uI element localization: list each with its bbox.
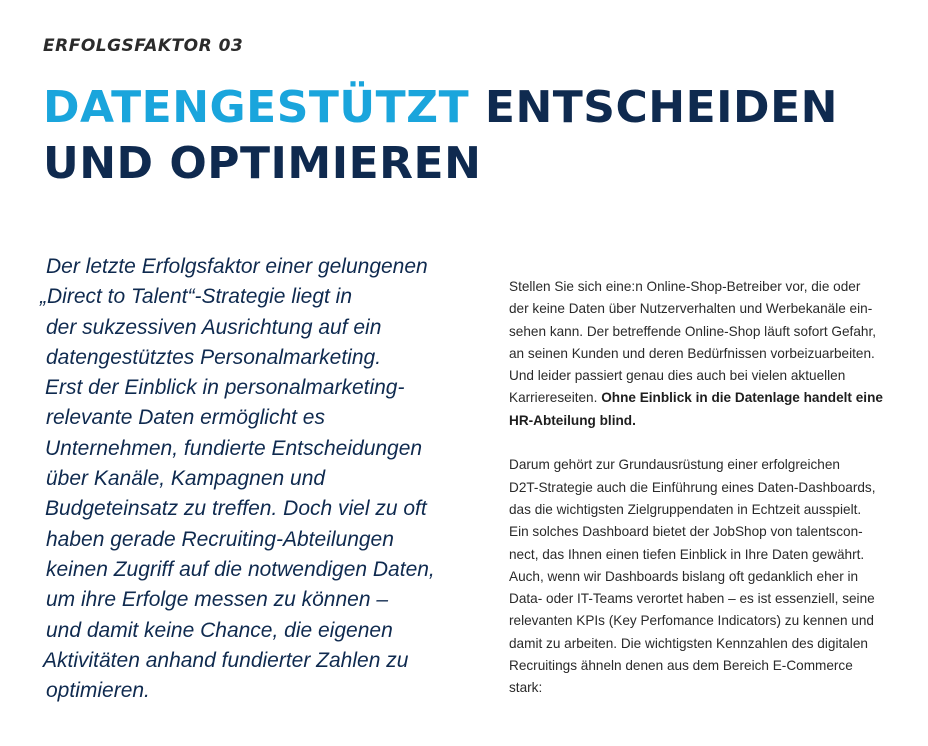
lead-line: über Kanäle, Kampagnen und (46, 467, 326, 491)
body-line (509, 387, 924, 409)
body-line: damit zu arbeiten. Die wichtigsten Kennzahlen des digitalen (509, 635, 868, 651)
lead-line: um ihre Erfolge messen zu können – (46, 588, 389, 612)
body-line: Und leider passiert genau dies auch bei vielen aktuellen (509, 368, 846, 384)
lead-paragraph (40, 252, 485, 706)
lead-line: Budgeteinsatz zu treffen. Doch viel zu oft (45, 497, 427, 521)
lead-line: datengestütztes Personalmarketing. (46, 345, 382, 369)
body-line: Ein solches Dashboard bietet der JobShop von talentscon- (509, 524, 863, 540)
body-emphasis: Ohne Einblick in die Datenlage handelt eine (601, 390, 883, 406)
lead-line: Aktivitäten anhand fundierter Zahlen zu (43, 648, 409, 672)
body-line: Stellen Sie sich eine:n Online-Shop-Betreiber vor, die oder (509, 279, 861, 294)
lead-line: Unternehmen, fundierte Entscheidungen (45, 436, 423, 460)
body-line: Darum gehört zur Grundausrüstung einer erfolgreichen (509, 457, 840, 473)
body-line: an seinen Kunden und deren Bedürfnissen vorbeizuarbeiten. (509, 345, 875, 361)
body-line: nect, das Ihnen einen tiefen Einblick in Ihre Daten gewährt. (509, 546, 865, 562)
lead-line: Der letzte Erfolgsfaktor einer gelungenen (46, 255, 428, 278)
title-line-2: UND OPTIMIEREN (43, 138, 482, 189)
body-line: Data- oder IT-Teams verortet haben – es ist essenziell, seine (509, 591, 875, 607)
lead-line: und damit keine Chance, die eigenen (46, 618, 393, 642)
lead-line: haben gerade Recruiting-Abteilungen (46, 527, 394, 551)
body-line: Auch, wenn wir Dashboards bislang oft gedanklich eher in (509, 568, 859, 584)
lead-line: keinen Zugriff auf die notwendigen Daten, (46, 557, 435, 581)
body-line: stark: (509, 680, 543, 696)
title-rest-line-1: ENTSCHEIDEN (469, 82, 838, 133)
lead-line: „Direct to Talent“-Strategie liegt in (40, 285, 353, 309)
lead-line: relevante Daten ermöglicht es (46, 406, 325, 430)
body-line: der keine Daten über Nutzerverhalten und Werbekanäle ein- (509, 301, 873, 317)
title-line-1 (43, 80, 838, 136)
body-line: das die wichtigsten Zielgruppendaten in Echtzeit ausspielt. (509, 501, 862, 517)
lead-line: optimieren. (46, 679, 150, 703)
body-paragraph-1 (509, 276, 924, 432)
body-line: D2T-Strategie auch die Einführung eines Daten-Dashboards, (509, 479, 876, 495)
body-line: relevanten KPIs (Key Perfomance Indicators) zu kennen und (509, 613, 874, 629)
body-line: Recruitings ähneln denen aus dem Bereich E-Commerce (509, 658, 853, 674)
section-kicker: ERFOLGSFAKTOR 03 (43, 36, 244, 56)
body-line: sehen kann. Der betreffende Online-Shop läuft sofort Gefahr, (509, 323, 877, 339)
body-text-column (509, 276, 924, 700)
body-line (509, 410, 924, 432)
title-accent-word: DATENGESTÜTZT (43, 82, 470, 133)
body-emphasis: HR-Abteilung blind. (509, 412, 636, 428)
lead-line: der sukzessiven Ausrichtung auf ein (46, 315, 382, 339)
page-title (43, 80, 838, 192)
body-text: Karriereseiten. (509, 390, 602, 406)
lead-line: Erst der Einblick in personalmarketing- (45, 376, 405, 400)
body-paragraph-2 (509, 454, 924, 699)
